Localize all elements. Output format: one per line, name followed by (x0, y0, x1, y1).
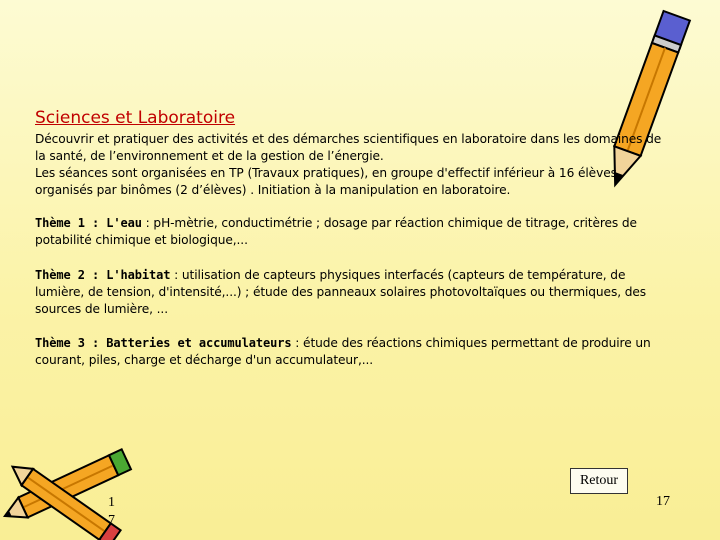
page-title: Sciences et Laboratoire (35, 108, 236, 128)
theme-2-label: Thème 2 : L'habitat (35, 268, 171, 282)
theme-1-label: Thème 1 : L'eau (35, 216, 142, 230)
theme-3-text: : étude des réactions chimiques permettant de produire un courant, piles, charge et décharge d'un accumulateur,... (35, 336, 651, 367)
retour-button[interactable]: Retour (570, 468, 628, 494)
theme-1 (35, 215, 675, 249)
intro-line-1: Découvrir et pratiquer des activités et des démarches scientifiques en laboratoire dans les domaines de la santé, de l’environnement et de la gestion de l’énergie. (35, 132, 662, 163)
theme-2 (35, 267, 675, 318)
theme-1-text: : pH-mètrie, conductimétrie ; dosage par réaction chimique de titrage, critères de potabilité chimique et biologique,... (35, 216, 637, 247)
page-number-right: 17 (656, 494, 670, 509)
pencils-icon (0, 430, 150, 540)
theme-3 (35, 335, 675, 369)
page-number-left (108, 494, 122, 530)
page-number-left-digit-1: 1 (108, 495, 115, 510)
intro-line-2: Les séances sont organisées en TP (Travaux pratiques), en groupe d'effectif inférieur à 16 élèves, organisés par binômes (2 d’élèves) . Initiation à la manipulation en laboratoire. (35, 166, 621, 197)
theme-3-label: Thème 3 : Batteries et accumulateurs (35, 336, 292, 350)
page-number-left-digit-2: 7 (108, 513, 115, 528)
theme-2-text: : utilisation de capteurs physiques interfacés (capteurs de température, de lumière, de tension, d'intensité,...) ; étude des panneaux solaires photovoltaïques ou thermiques, des sources de lumière, ... (35, 268, 647, 316)
intro-paragraph (35, 131, 675, 199)
